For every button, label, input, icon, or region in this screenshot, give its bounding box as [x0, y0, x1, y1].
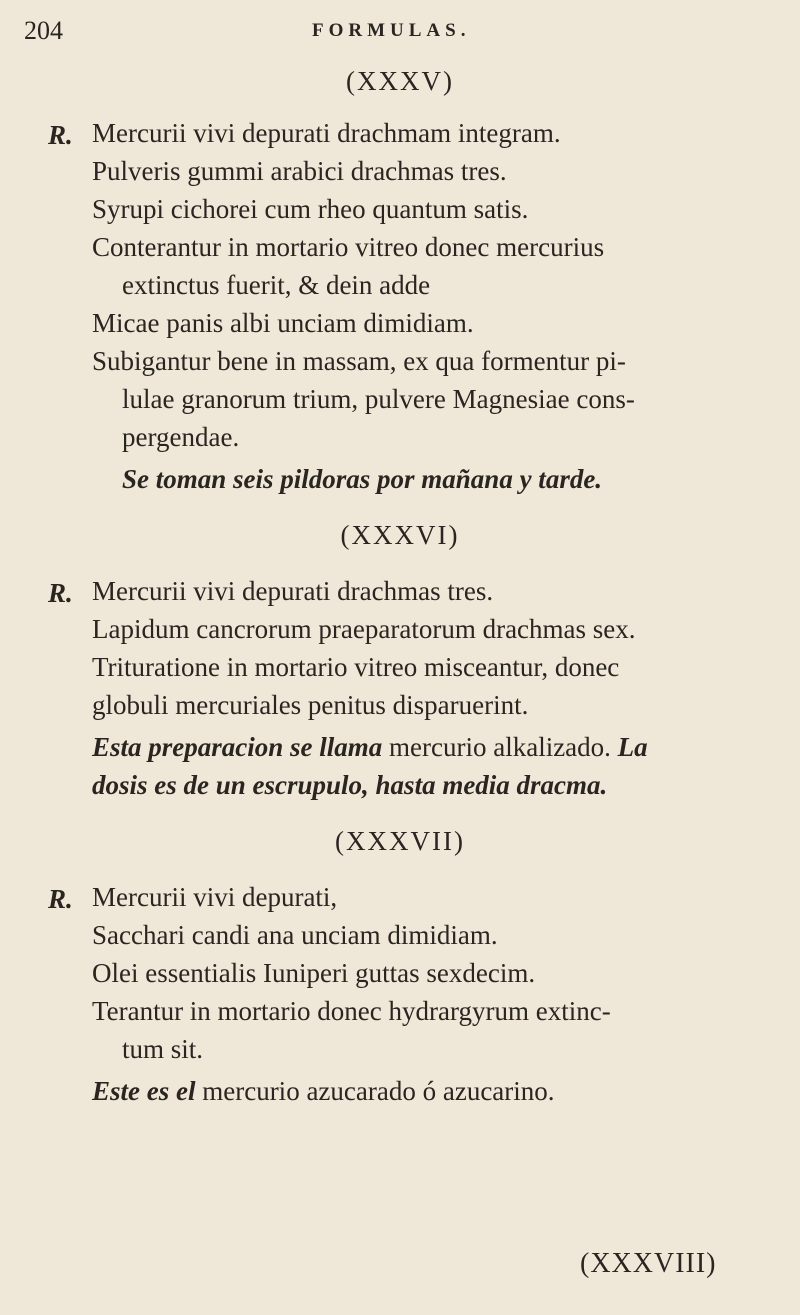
recipe-line: Lapidum cancrorum praeparatorum drachmas sex. — [92, 614, 636, 644]
recipe-note — [92, 1076, 555, 1106]
recipe-line: Sacchari candi ana unciam dimidiam. — [92, 920, 498, 950]
recipe-line: Conterantur in mortario vitreo donec mercurius — [92, 232, 605, 262]
recipe-line: Mercurii vivi depurati, — [92, 882, 338, 912]
recipe-line: globuli mercuriales penitus disparuerint. — [92, 690, 529, 720]
recipe-symbol: R. — [48, 120, 73, 150]
recipe-line: Mercurii vivi depurati drachmam integram. — [92, 118, 561, 148]
note-italic: Se toman seis pildoras por mañana y tarde. — [122, 464, 603, 494]
recipe-line: extinctus fuerit, & dein adde — [122, 270, 431, 300]
note-italic: Esta preparacion se llama — [92, 732, 383, 762]
page-header — [24, 16, 776, 50]
recipe-line: Trituratione in mortario vitreo misceantur, donec — [92, 652, 620, 682]
recipe-line: Micae panis albi unciam dimidiam. — [92, 308, 474, 338]
recipe-heading: (XXXVII) — [335, 826, 465, 856]
recipe-line: Syrupi cichorei cum rheo quantum satis. — [92, 194, 529, 224]
recipe-heading: (XXXV) — [346, 66, 454, 96]
page-number: 204 — [24, 16, 63, 45]
recipe-line: tum sit. — [122, 1034, 204, 1064]
recipe-line: Mercurii vivi depurati drachmas tres. — [92, 576, 494, 606]
catchword: (XXXVIII) — [580, 1248, 717, 1279]
recipe-note — [92, 732, 648, 762]
recipe-line: Subigantur bene in massam, ex qua formentur pi- — [92, 346, 626, 376]
recipe-line: Olei essentialis Iuniperi guttas sexdecim. — [92, 958, 536, 988]
note-italic: dosis es de un escrupulo, hasta media dracma. — [92, 770, 608, 800]
note-roman: mercurio azucarado ó azucarino. — [202, 1076, 555, 1106]
running-head: FORMULAS. — [312, 20, 471, 41]
recipe-symbol: R. — [48, 578, 73, 608]
recipe-line: Terantur in mortario donec hydrargyrum extinc- — [92, 996, 611, 1026]
note-italic: La — [617, 732, 648, 762]
recipe-heading: (XXXVI) — [340, 520, 460, 550]
note-roman: mercurio alkalizado. — [389, 732, 611, 762]
recipe-line: lulae granorum trium, pulvere Magnesiae cons- — [122, 384, 635, 414]
recipe-line: pergendae. — [122, 422, 240, 452]
note-italic: Este es el — [92, 1076, 196, 1106]
recipe-line: Pulveris gummi arabici drachmas tres. — [92, 156, 507, 186]
recipe-note — [92, 770, 607, 800]
recipe-symbol: R. — [48, 884, 73, 914]
recipe-note — [122, 464, 602, 494]
